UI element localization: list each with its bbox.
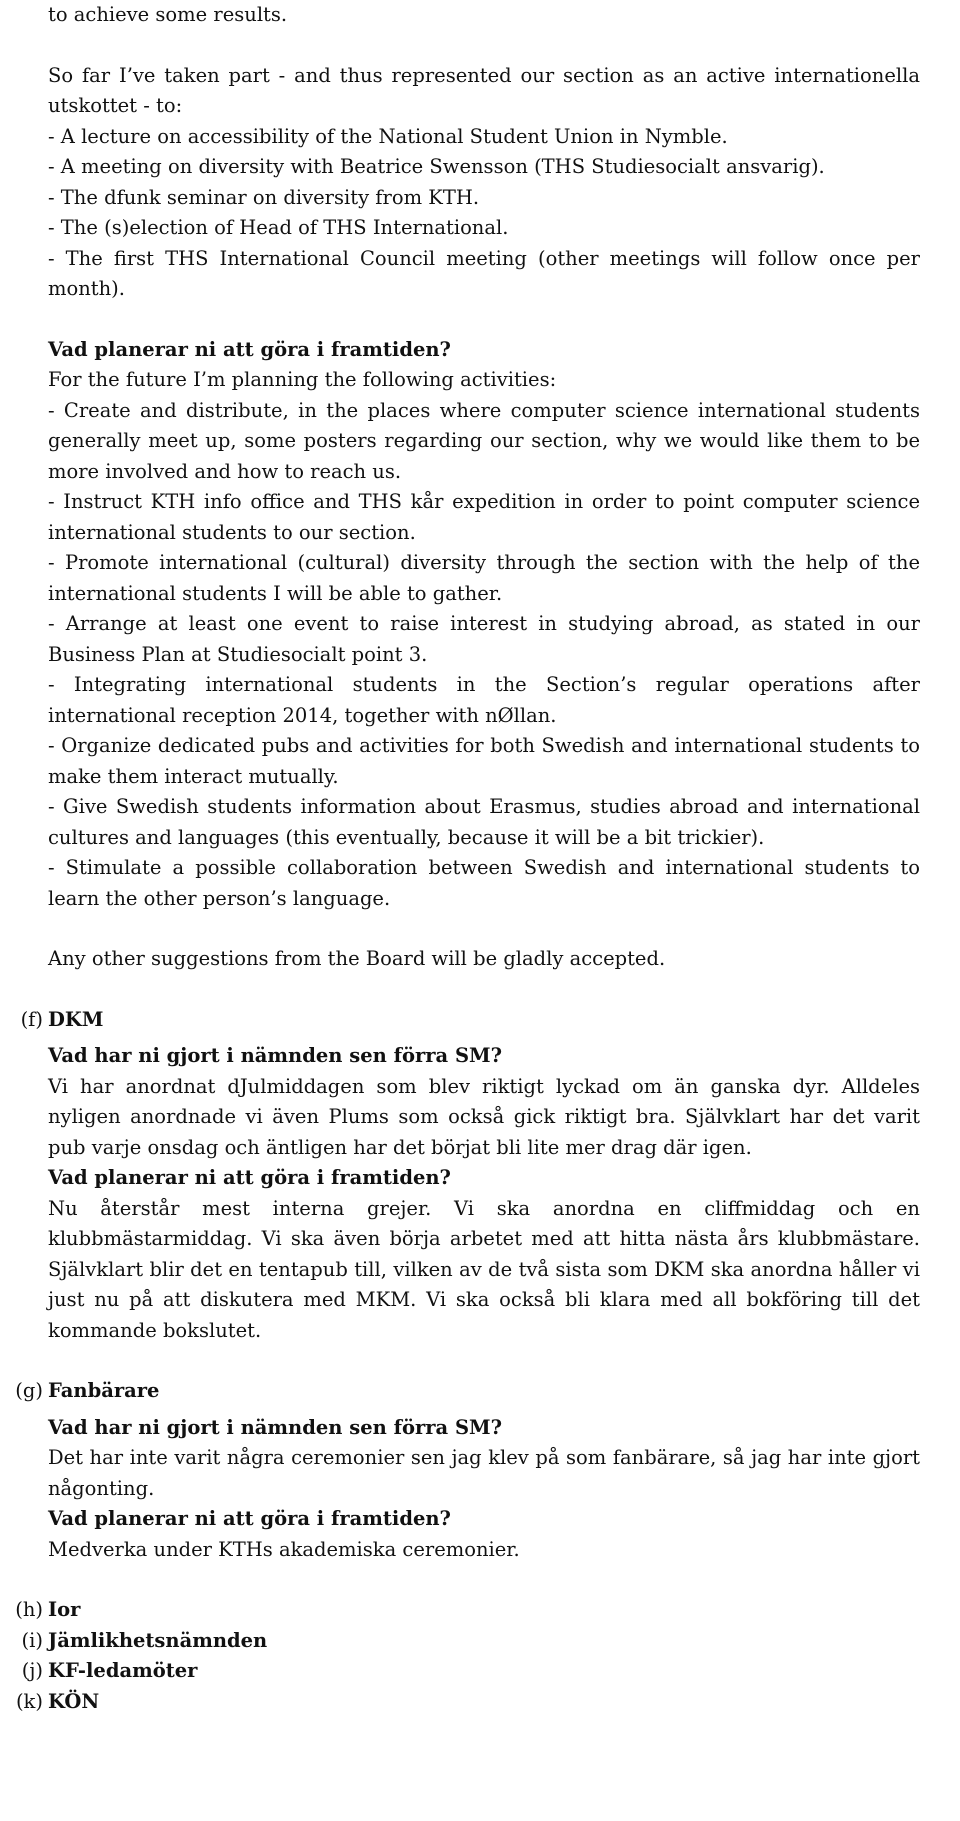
section-title: KF-ledamöter bbox=[48, 1659, 198, 1682]
section-title: Jämlikhetsnämnden bbox=[48, 1628, 268, 1652]
intro-fragment: to achieve some results. bbox=[48, 3, 288, 26]
list-item: - Give Swedish students information about Erasmus, studies abroad and international cultures and languages (this eventually, because it will be a bit trickier). bbox=[48, 795, 920, 849]
section-kon bbox=[15, 1687, 920, 1718]
list-item: - Organize dedicated pubs and activities for both Swedish and international students to make them interact mutually. bbox=[48, 734, 920, 788]
list-item: - A meeting on diversity with Beatrice Swensson (THS Studiesocialt ansvarig). bbox=[48, 155, 825, 178]
document-body bbox=[15, 0, 920, 1717]
section-label: (j) bbox=[21, 1659, 43, 1682]
list-item: - The (s)election of Head of THS International. bbox=[48, 216, 509, 239]
answer-text: Vi har anordnat dJulmiddagen som blev riktigt lyckad om än ganska dyr. Alldeles nyligen anordnade vi även Plums som också gick riktigt bra. Självklart har det varit pub varje onsdag och äntligen har det börjat bli lite mer drag där igen. bbox=[48, 1074, 920, 1159]
activities-list bbox=[48, 61, 920, 305]
section-label: (k) bbox=[15, 1689, 43, 1713]
section-label: (g) bbox=[15, 1379, 43, 1402]
question-heading: Vad har ni gjort i nämnden sen förra SM? bbox=[48, 1415, 503, 1439]
question-heading: Vad har ni gjort i nämnden sen förra SM? bbox=[48, 1044, 503, 1067]
section-fanbarare bbox=[15, 1376, 920, 1565]
section-dkm bbox=[20, 1005, 920, 1347]
section-kf-ledamoter bbox=[21, 1656, 920, 1687]
section-title: DKM bbox=[48, 1007, 104, 1031]
list-item: - Stimulate a possible collaboration between Swedish and international students to learn the other person’s language. bbox=[48, 856, 920, 910]
answer-text: Det har inte varit några ceremonier sen jag klev på som fanbärare, så jag har inte gjort någonting. bbox=[48, 1446, 920, 1500]
section-label: (f) bbox=[20, 1007, 43, 1031]
list-item: - Instruct KTH info office and THS kår expedition in order to point computer science international students to our section. bbox=[48, 490, 920, 544]
list-item: So far I’ve taken part - and thus represented our section as an active internationella utskottet - to: bbox=[48, 63, 920, 117]
list-item: For the future I’m planning the following activities: bbox=[48, 368, 557, 391]
question-heading: Vad planerar ni att göra i framtiden? bbox=[48, 1507, 451, 1530]
question-heading-future: Vad planerar ni att göra i framtiden? bbox=[48, 337, 451, 361]
section-label: (i) bbox=[21, 1628, 43, 1652]
list-item: - Integrating international students in the Section’s regular operations after international reception 2014, together with nØllan. bbox=[48, 673, 920, 727]
section-title: Ior bbox=[48, 1598, 81, 1621]
section-title: Fanbärare bbox=[48, 1379, 160, 1402]
section-label: (h) bbox=[15, 1598, 43, 1621]
answer-text: Medverka under KTHs akademiska ceremonier. bbox=[48, 1537, 520, 1561]
section-title: KÖN bbox=[48, 1689, 100, 1713]
section-ior bbox=[15, 1595, 920, 1626]
section-jamlikhetsnamnden bbox=[21, 1626, 920, 1657]
list-item: - The dfunk seminar on diversity from KTH. bbox=[48, 185, 480, 209]
list-item: - The first THS International Council meeting (other meetings will follow once per month). bbox=[48, 246, 920, 300]
list-item: - Arrange at least one event to raise interest in studying abroad, as stated in our Business Plan at Studiesocialt point 3. bbox=[48, 612, 920, 666]
list-item: - A lecture on accessibility of the National Student Union in Nymble. bbox=[48, 124, 728, 148]
answer-text: Nu återstår mest interna grejer. Vi ska anordna en cliffmiddag och en klubbmästarmiddag. Vi ska även börja arbetet med att hitta nästa års klubbmästare. Självklart blir det en tentapub till, vilken av de två sista som DKM ska anordna håller vi just nu på att diskutera med MKM. Vi ska också bli klara med all bokföring till det kommande bokslutet. bbox=[48, 1196, 920, 1342]
list-item: - Create and distribute, in the places where computer science international students generally meet up, some posters regarding our section, why we would like them to be more involved and how to reach us. bbox=[48, 398, 920, 483]
question-heading: Vad planerar ni att göra i framtiden? bbox=[48, 1166, 451, 1189]
list-item: - Promote international (cultural) diversity through the section with the help of the international students I will be able to gather. bbox=[48, 551, 920, 605]
closing-remark: Any other suggestions from the Board will be gladly accepted. bbox=[48, 947, 666, 970]
future-plans-list bbox=[48, 365, 920, 914]
